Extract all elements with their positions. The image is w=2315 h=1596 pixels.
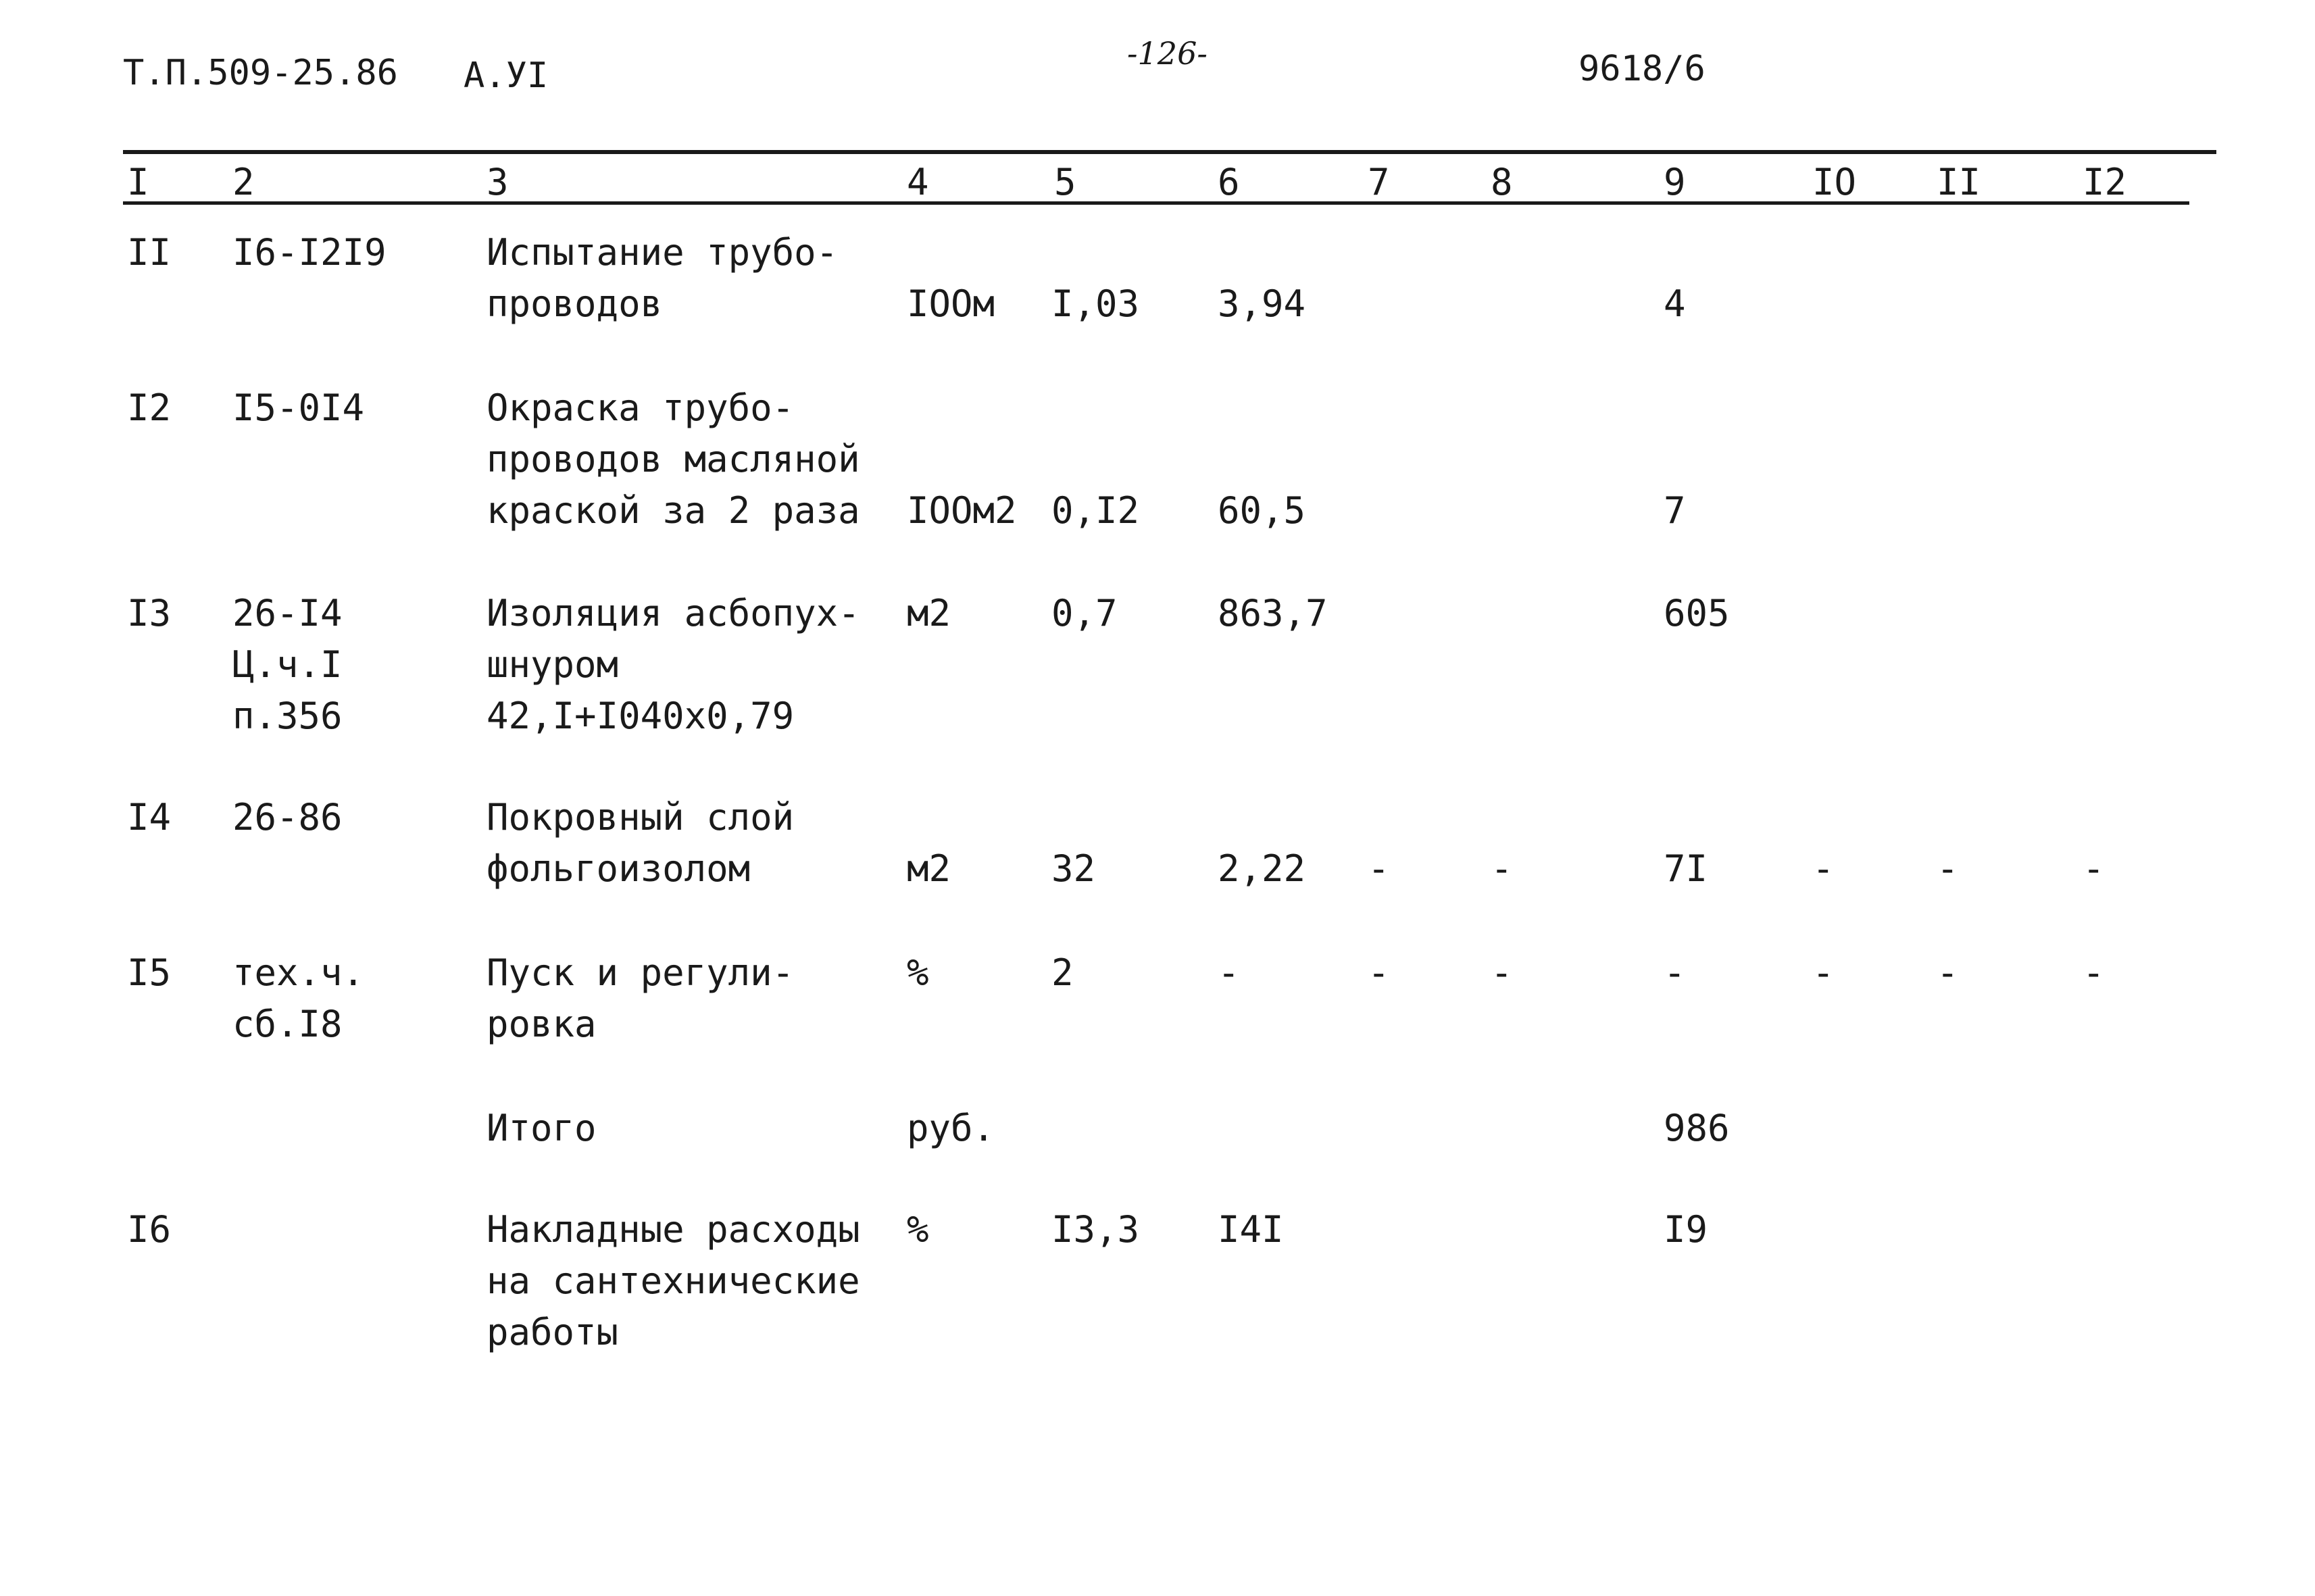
unit: % — [907, 951, 929, 994]
unit: IOOм2 — [907, 489, 1017, 532]
total-cost: 4 — [1664, 282, 1686, 325]
column-header: I — [127, 161, 149, 203]
norm-code: I5-0I4 — [232, 386, 365, 429]
total-cost: 7 — [1664, 489, 1686, 532]
doc-code: Т.П.509-25.86 — [123, 53, 398, 93]
cell-col8: - — [1491, 951, 1513, 994]
unit: руб. — [907, 1107, 995, 1149]
work-name: Пуск и регули- ровка — [487, 951, 795, 1045]
column-header: IO — [1812, 161, 1857, 203]
row-number: I3 — [127, 592, 172, 634]
unit-cost: 2,22 — [1218, 847, 1306, 890]
row-number: I6 — [127, 1208, 172, 1251]
column-header: II — [1937, 161, 1981, 203]
column-header: 9 — [1664, 161, 1686, 203]
page-number: -126- — [1127, 35, 1208, 72]
total-cost: I9 — [1664, 1208, 1708, 1251]
unit-cost: 863,7 — [1218, 592, 1328, 634]
total-cost: - — [1664, 951, 1686, 994]
norm-code: тех.ч. сб.I8 — [232, 951, 365, 1045]
row-number: I4 — [127, 796, 172, 839]
quantity: I,03 — [1051, 282, 1140, 325]
column-header: I2 — [2083, 161, 2127, 203]
row-number: II — [127, 231, 172, 274]
cell-col11: - — [1937, 847, 1959, 890]
column-header: 5 — [1054, 161, 1076, 203]
quantity: 0,7 — [1051, 592, 1118, 634]
cell-col7: - — [1368, 951, 1390, 994]
quantity: 0,I2 — [1051, 489, 1140, 532]
column-header: 8 — [1491, 161, 1513, 203]
row-number: I5 — [127, 951, 172, 994]
unit: м2 — [907, 592, 951, 634]
table-header-rule — [123, 201, 2189, 205]
total-cost: 605 — [1664, 592, 1730, 634]
work-name: Накладные расходы на сантехнические работы — [487, 1208, 860, 1353]
table-top-rule — [123, 150, 2216, 154]
norm-code: 26-I4 Ц.ч.I п.356 — [232, 592, 343, 737]
work-name: Изоляция асбопух- шнуром 42,I+I040х0,79 — [487, 592, 860, 737]
column-header: 6 — [1218, 161, 1240, 203]
unit-cost: - — [1218, 951, 1240, 994]
subtotal-label: Итого — [487, 1107, 597, 1149]
norm-code: I6-I2I9 — [232, 231, 387, 274]
unit: м2 — [907, 847, 951, 890]
cell-col12: - — [2083, 847, 2105, 890]
unit-cost: 3,94 — [1218, 282, 1306, 325]
cell-col10: - — [1812, 951, 1835, 994]
row-number: I2 — [127, 386, 172, 429]
cell-col8: - — [1491, 847, 1513, 890]
norm-code: 26-86 — [232, 796, 343, 839]
unit-cost: 60,5 — [1218, 489, 1306, 532]
work-name: Испытание трубо- проводов — [487, 231, 839, 325]
column-header: 7 — [1368, 161, 1390, 203]
cell-col12: - — [2083, 951, 2105, 994]
column-header: 2 — [232, 161, 255, 203]
reference-number: 9618/6 — [1578, 49, 1706, 89]
work-name: Покровный слой фольгоизолом — [487, 796, 795, 890]
column-header: 3 — [487, 161, 509, 203]
quantity: 32 — [1051, 847, 1096, 890]
work-name: Окраска трубо- проводов масляной краской за 2 раза — [487, 386, 860, 532]
album-label: А.УІ — [464, 55, 549, 96]
column-header: 4 — [907, 161, 929, 203]
unit: % — [907, 1208, 929, 1251]
unit-cost: I4I — [1218, 1208, 1284, 1251]
total-cost: 7I — [1664, 847, 1708, 890]
quantity: 2 — [1051, 951, 1074, 994]
cell-col11: - — [1937, 951, 1959, 994]
cell-col7: - — [1368, 847, 1390, 890]
unit: IOOм — [907, 282, 995, 325]
subtotal-value: 986 — [1664, 1107, 1730, 1149]
cell-col10: - — [1812, 847, 1835, 890]
quantity: I3,3 — [1051, 1208, 1140, 1251]
